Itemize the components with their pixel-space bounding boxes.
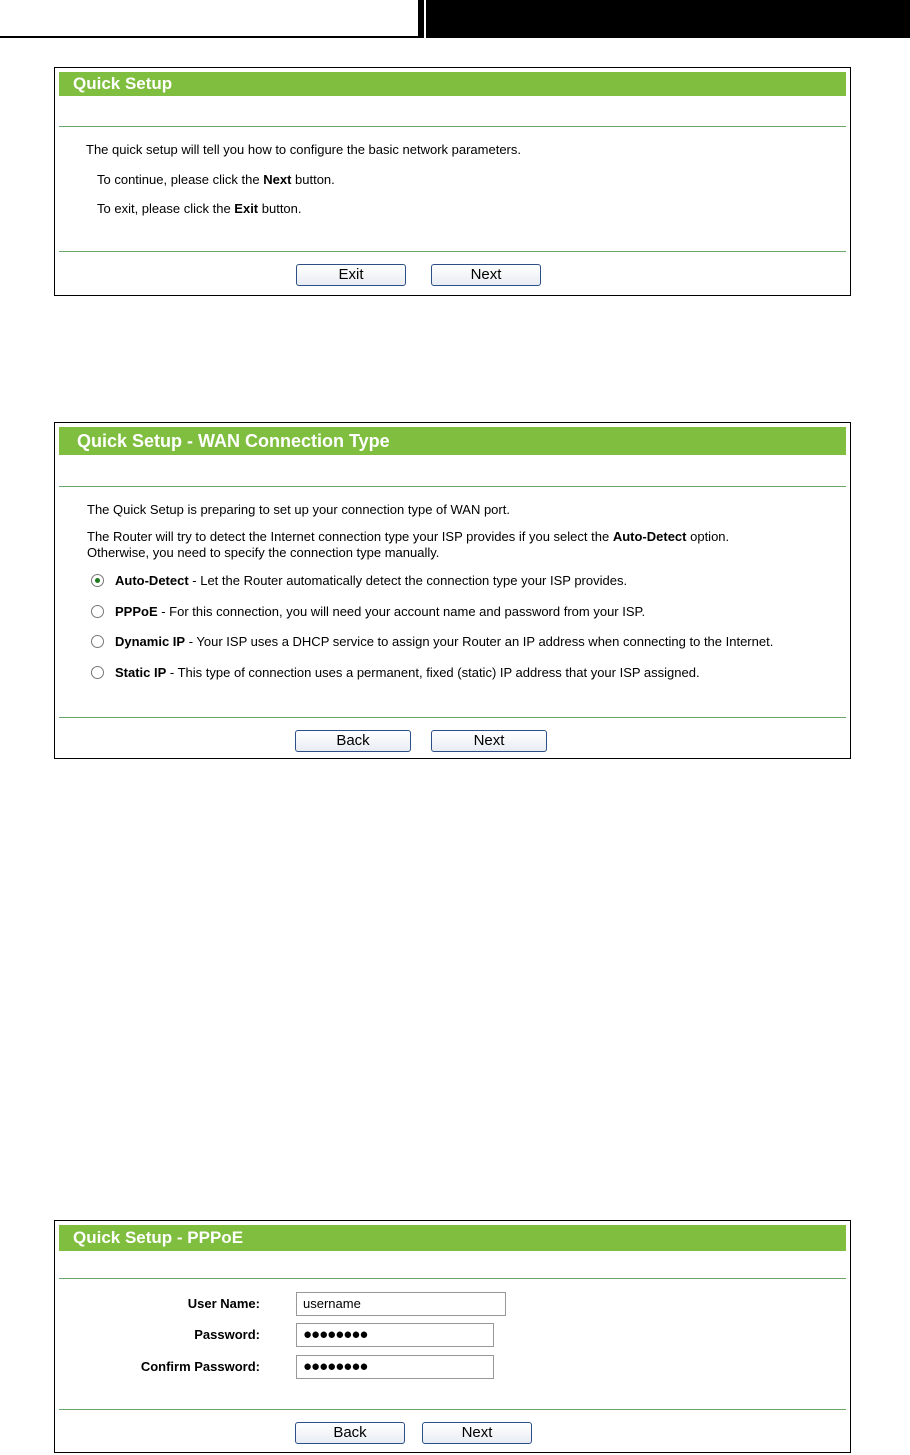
header-divider (424, 0, 426, 38)
divider (59, 126, 846, 127)
radio-button[interactable] (91, 574, 104, 587)
confirm-password-label: Confirm Password: (140, 1359, 260, 1374)
radio-button[interactable] (91, 635, 104, 648)
divider (59, 1409, 846, 1410)
detect-text-line2: Otherwise, you need to specify the connection type manually. (87, 545, 440, 560)
password-label: Password: (194, 1327, 260, 1342)
divider (59, 486, 846, 487)
back-button[interactable]: Back (295, 730, 411, 752)
exit-text: To exit, please click the Exit button. (97, 201, 302, 216)
divider (59, 251, 846, 252)
exit-button[interactable]: Exit (296, 264, 406, 286)
radio-button[interactable] (91, 605, 104, 618)
user-name-label: User Name: (187, 1296, 260, 1311)
wan-connection-type-panel (54, 422, 851, 759)
back-button[interactable]: Back (295, 1422, 405, 1444)
option-auto-detect[interactable]: Auto-Detect - Let the Router automatically detect the connection type your ISP provides. (91, 571, 627, 589)
divider (59, 717, 846, 718)
panel-title: Quick Setup - PPPoE (59, 1225, 846, 1251)
password-input[interactable]: ●●●●●●●● (296, 1323, 494, 1347)
user-name-input[interactable]: username (296, 1292, 506, 1316)
next-button[interactable]: Next (431, 730, 547, 752)
panel-title: Quick Setup - WAN Connection Type (59, 427, 846, 455)
option-dynamic-ip[interactable]: Dynamic IP - Your ISP uses a DHCP service to assign your Router an IP address when connecting to the Internet. (91, 632, 773, 650)
next-button[interactable]: Next (422, 1422, 532, 1444)
quick-setup-panel (54, 67, 851, 296)
next-button[interactable]: Next (431, 264, 541, 286)
header-black-bar (418, 0, 910, 38)
continue-text: To continue, please click the Next button. (97, 172, 335, 187)
divider (59, 1278, 846, 1279)
header-underline (0, 36, 418, 38)
option-pppoe[interactable]: PPPoE - For this connection, you will need your account name and password from your ISP. (91, 602, 645, 620)
option-static-ip[interactable]: Static IP - This type of connection uses a permanent, fixed (static) IP address that your ISP assigned. (91, 663, 700, 681)
panel-title: Quick Setup (59, 72, 846, 96)
detect-text: The Router will try to detect the Internet connection type your ISP provides if you select the Auto-Detect option. (87, 529, 730, 544)
intro-text: The Quick Setup is preparing to set up your connection type of WAN port. (87, 502, 510, 517)
radio-button[interactable] (91, 666, 104, 679)
intro-text: The quick setup will tell you how to configure the basic network parameters. (86, 142, 521, 157)
pppoe-panel (54, 1220, 851, 1453)
confirm-password-input[interactable]: ●●●●●●●● (296, 1355, 494, 1379)
